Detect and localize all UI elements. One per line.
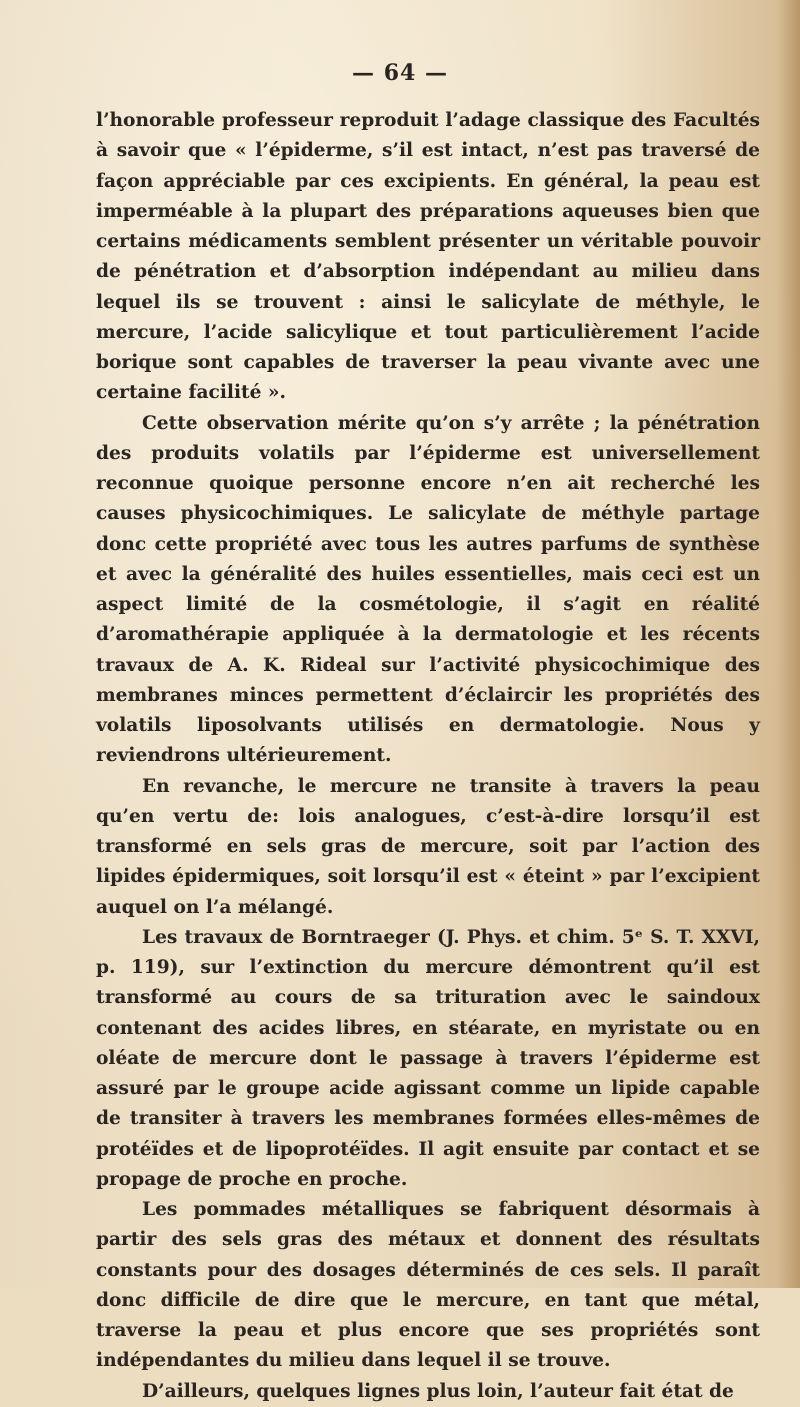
page-number: — 64 —	[352, 60, 448, 86]
body-text	[96, 106, 760, 1407]
paragraph-3: En revanche, le mercure ne transite à travers la peau qu’en vertu de: lois analogues, c’est-à-dire lorsqu’il est transformé en sels gras de mercure, soit par l’action des lipides épidermiques, soit lorsqu’il est « éteint » par l’excipient auquel on l’a mélangé.	[96, 775, 760, 918]
paragraph-5: Les pommades métalliques se fabriquent désormais à partir des sels gras des métaux et donnent des résultats constants pour des dosages déterminés de ces sels. Il paraît donc difficile de dire que le mercure, en tant que métal, traverse la peau et plus encore que ses propriétés sont indépendantes du milieu dans lequel il se trouve.	[96, 1199, 760, 1372]
paragraph-6: D’ailleurs, quelques lignes plus loin, l’auteur fait état de	[142, 1380, 734, 1402]
paragraph-1: l’honorable professeur reproduit l’adage classique des Facultés à savoir que « l’épiderme, s’il est intact, n’est pas traversé de façon appréciable par ces excipients. En général, la peau est imperméable à la plupart des préparations aqueuses bien que certains médicaments semblent présenter un véritable pouvoir de pénétration et d’absorption indépendant au milieu dans lequel ils se trouvent : ainsi le salicylate de méthyle, le mercure, l’acide salicylique et tout particulièrement l’acide borique sont capables de traverser la peau vivante avec une certaine facilité ».	[96, 110, 760, 404]
paragraph-4: Les travaux de Borntraeger (J. Phys. et chim. 5ᵉ S. T. XXVI, p. 119), sur l’extinction du mercure démontrent qu’il est transformé au cours de sa trituration avec le saindoux contenant des acides libres, en stéarate, en myristate ou en oléate de mercure dont le passage à travers l’épiderme est assuré par le groupe acide agissant comme un lipide capable de transiter à travers les membranes formées elles-mêmes de protéïdes et de lipoprotéïdes. Il agit ensuite par contact et se propage de proche en proche.	[96, 926, 760, 1190]
paragraph-2: Cette observation mérite qu’on s’y arrête ; la pénétration des produits volatils par l’épiderme est universellement reconnue quoique personne encore n’en ait recherché les causes physicochimiques. Le salicylate de méthyle partage donc cette propriété avec tous les autres parfums de synthèse et avec la généralité des huiles essentielles, mais ceci est un aspect limité de la cosmétologie, il s’agit en réalité d’aromathérapie appliquée à la dermatologie et les récents travaux de A. K. Rideal sur l’activité physicochimique des membranes minces permettent d’éclaircir les propriétés des volatils liposolvants utilisés en dermatologie. Nous y reviendrons ultérieurement.	[96, 412, 760, 767]
